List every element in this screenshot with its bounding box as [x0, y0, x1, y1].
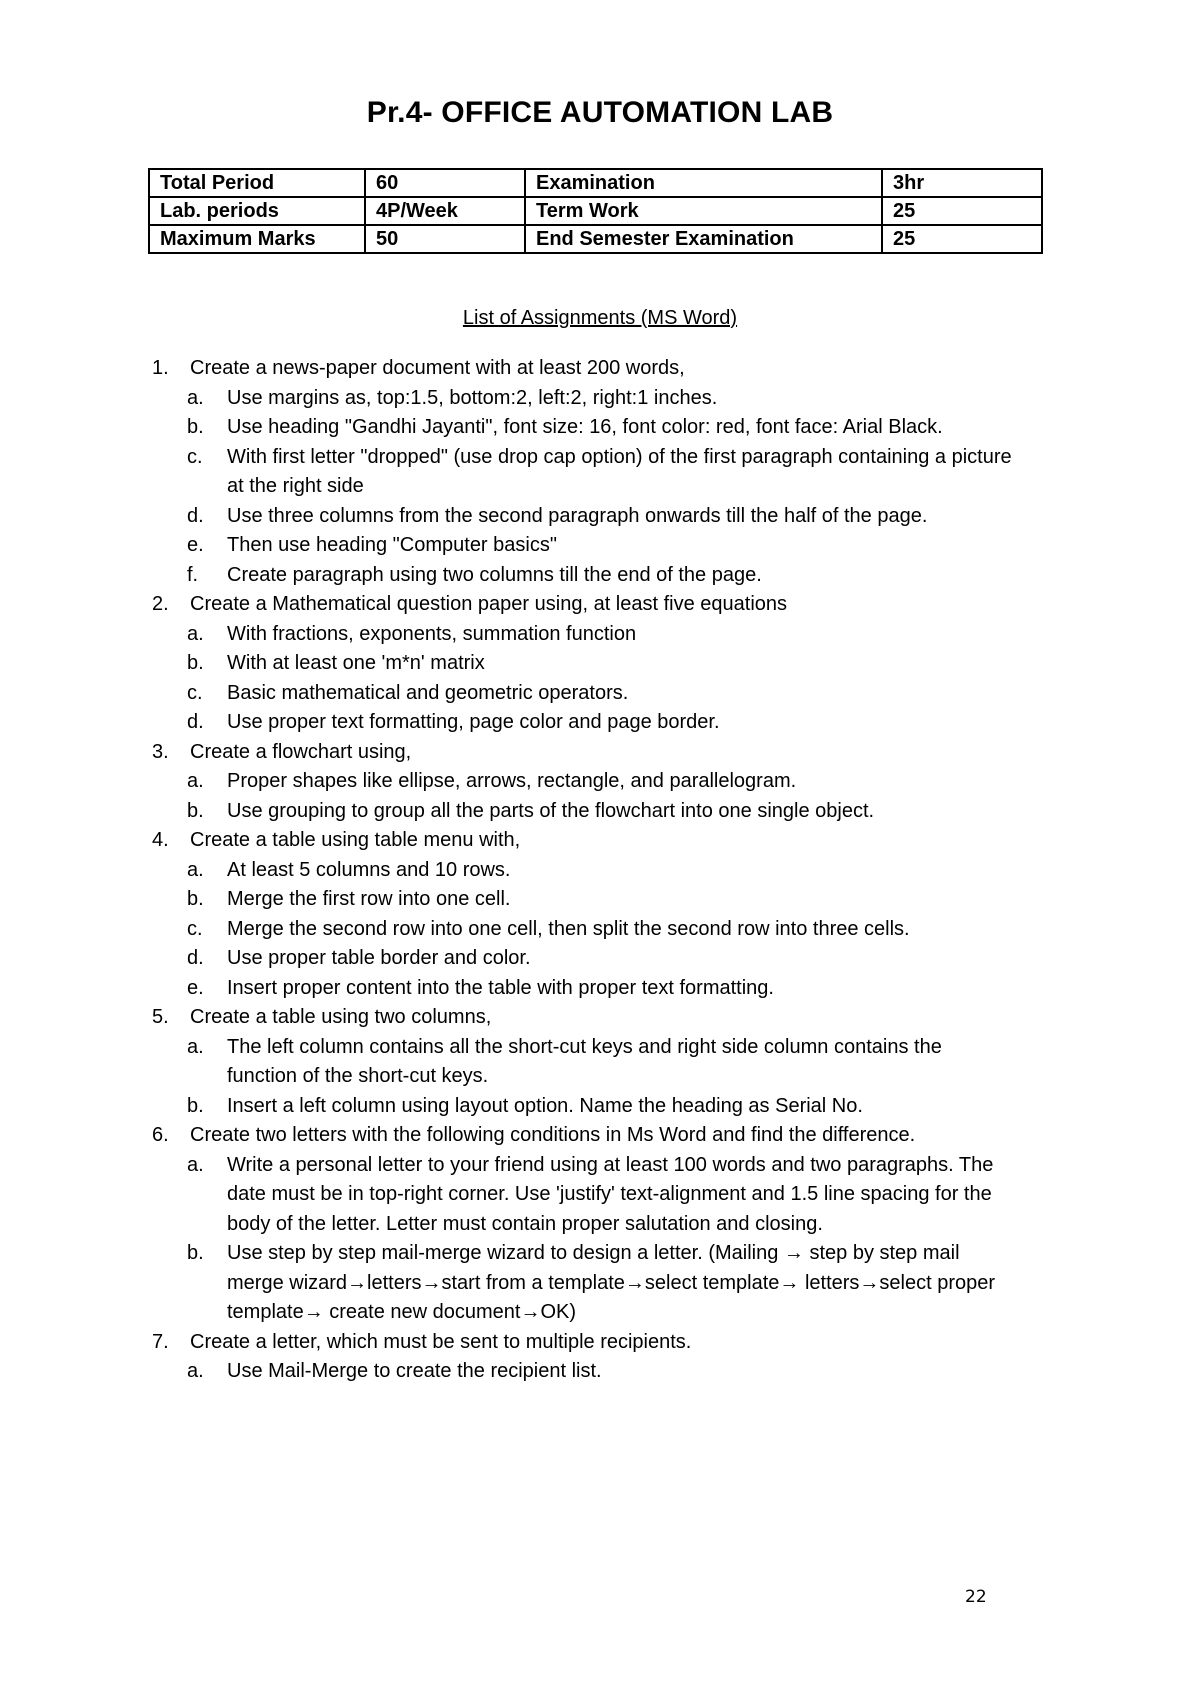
sub-text: Use proper text formatting, page color and page border. — [227, 711, 720, 733]
item-number: 6. — [152, 1124, 169, 1146]
sub-letter: d. — [187, 947, 204, 969]
table-row — [149, 169, 1042, 197]
sub-letter: b. — [187, 799, 204, 822]
sub-letter: c. — [187, 681, 203, 704]
item-number: 5. — [152, 1006, 169, 1028]
sub-letter: f. — [187, 563, 199, 586]
table-cell: 25 — [882, 197, 1042, 225]
sub-item — [187, 856, 1012, 886]
table-row — [149, 225, 1042, 253]
list-item — [152, 590, 1012, 620]
sub-item — [187, 679, 1012, 709]
item-text: Create a table using two columns, — [190, 1006, 492, 1028]
sub-letter: b. — [187, 1094, 204, 1117]
list-item — [152, 1121, 1012, 1151]
sub-item — [187, 885, 1012, 915]
sub-item — [187, 1092, 1012, 1122]
sub-item — [187, 1151, 1012, 1240]
sub-text: Use grouping to group all the parts of the flowchart into one single object. — [227, 799, 875, 822]
table-cell: Maximum Marks — [149, 225, 365, 253]
item-text: Create a letter, which must be sent to multiple recipients. — [190, 1330, 692, 1353]
sub-letter: e. — [187, 534, 204, 556]
sub-text: Insert a left column using layout option. Name the heading as Serial No. — [227, 1094, 863, 1117]
item-number: 3. — [152, 740, 169, 763]
sub-text: At least 5 columns and 10 rows. — [227, 858, 511, 881]
sub-letter: a. — [187, 622, 204, 645]
sub-item — [187, 974, 1012, 1004]
list-heading: List of Assignments (MS Word) — [462, 307, 738, 329]
list-item — [152, 826, 1012, 856]
sub-item — [187, 1033, 1012, 1092]
page-title: Pr.4- OFFICE AUTOMATION LAB — [366, 96, 834, 129]
sub-letter: d. — [187, 711, 204, 733]
sub-letter: a. — [187, 1153, 204, 1176]
list-item — [152, 1328, 1012, 1358]
item-number: 1. — [152, 357, 169, 379]
sub-letter: c. — [187, 445, 203, 468]
sub-text: Use three columns from the second paragraph onwards till the half of the page. — [227, 504, 928, 527]
table-cell: 50 — [365, 225, 525, 253]
sub-letter: a. — [187, 1360, 204, 1382]
sub-text: Merge the second row into one cell, then split the second row into three cells. — [227, 917, 910, 940]
sub-text: Use margins as, top:1.5, bottom:2, left:2, right:1 inches. — [227, 386, 718, 409]
sub-item — [187, 649, 1012, 679]
table-cell: 25 — [882, 225, 1042, 253]
sub-item — [187, 561, 1012, 591]
sub-text: The left column contains all the short-cut keys and right side column contains the function of the short-cut keys. — [227, 1035, 942, 1087]
table-cell: 60 — [365, 169, 525, 197]
list-item — [152, 1003, 1012, 1033]
sub-text: With at least one 'm*n' matrix — [227, 652, 485, 674]
sub-item — [187, 502, 1012, 532]
sub-letter: b. — [187, 652, 204, 674]
sub-item — [187, 797, 1012, 827]
sub-item — [187, 443, 1012, 502]
sub-text: Write a personal letter to your friend using at least 100 words and two paragraphs. The date must be in top-right corner. Use 'justify' text-alignment and 1.5 line spacing for the body of the letter. Letter must contain proper salutation and closing. — [227, 1153, 994, 1235]
list-item — [152, 738, 1012, 768]
sub-text: Use step by step mail-merge wizard to design a letter. (Mailing → step by step mail merge wizard→letters→start from a template→select template→ letters→select proper template→ create new document→OK) — [227, 1242, 996, 1323]
item-text: Create a flowchart using, — [190, 740, 412, 763]
sub-letter: a. — [187, 386, 204, 409]
sub-text: Use proper table border and color. — [227, 947, 531, 969]
sub-item — [187, 384, 1012, 414]
sub-letter: c. — [187, 917, 203, 940]
table-cell: Total Period — [149, 169, 365, 197]
sub-text: Basic mathematical and geometric operators. — [227, 681, 629, 704]
item-number: 2. — [152, 593, 169, 615]
item-text: Create a table using table menu with, — [190, 829, 521, 851]
sub-item — [187, 915, 1012, 945]
item-text: Create a news-paper document with at least 200 words, — [190, 357, 685, 379]
table-cell: 4P/Week — [365, 197, 525, 225]
table-cell: End Semester Examination — [525, 225, 882, 253]
sub-letter: b. — [187, 888, 204, 910]
sub-letter: a. — [187, 1035, 204, 1058]
item-number: 4. — [152, 829, 169, 851]
sub-item — [187, 1239, 1012, 1328]
sub-letter: a. — [187, 770, 204, 792]
sub-item — [187, 531, 1012, 561]
sub-text: Insert proper content into the table with proper text formatting. — [227, 976, 774, 999]
table-cell: Examination — [525, 169, 882, 197]
sub-item — [187, 767, 1012, 797]
table-row — [149, 197, 1042, 225]
sub-item — [187, 620, 1012, 650]
sub-text: With fractions, exponents, summation function — [227, 622, 637, 645]
sub-text: Use heading "Gandhi Jayanti", font size: 16, font color: red, font face: Arial Black. — [227, 416, 943, 438]
sub-text: With first letter "dropped" (use drop cap option) of the first paragraph containing a picture at the right side — [227, 445, 1012, 497]
sub-letter: a. — [187, 858, 204, 881]
table-cell: Lab. periods — [149, 197, 365, 225]
list-item — [152, 354, 1012, 384]
sub-item — [187, 944, 1012, 974]
sub-text: Create paragraph using two columns till the end of the page. — [227, 563, 762, 586]
sub-item — [187, 413, 1012, 443]
course-info-table — [148, 168, 1043, 254]
sub-letter: b. — [187, 416, 204, 438]
table-cell: 3hr — [882, 169, 1042, 197]
page-number: 22 — [965, 1587, 987, 1607]
sub-text: Merge the first row into one cell. — [227, 888, 511, 910]
sub-text: Use Mail-Merge to create the recipient list. — [227, 1360, 602, 1382]
item-number: 7. — [152, 1330, 169, 1353]
sub-item — [187, 1357, 1012, 1387]
table-cell: Term Work — [525, 197, 882, 225]
assignment-list — [152, 354, 1012, 1387]
sub-text: Then use heading "Computer basics" — [227, 534, 557, 556]
item-text: Create a Mathematical question paper using, at least five equations — [190, 593, 788, 615]
sub-text: Proper shapes like ellipse, arrows, rectangle, and parallelogram. — [227, 770, 797, 792]
item-text: Create two letters with the following conditions in Ms Word and find the difference. — [190, 1124, 916, 1146]
sub-letter: e. — [187, 976, 204, 999]
sub-letter: b. — [187, 1242, 204, 1264]
sub-item — [187, 708, 1012, 738]
sub-letter: d. — [187, 504, 204, 527]
